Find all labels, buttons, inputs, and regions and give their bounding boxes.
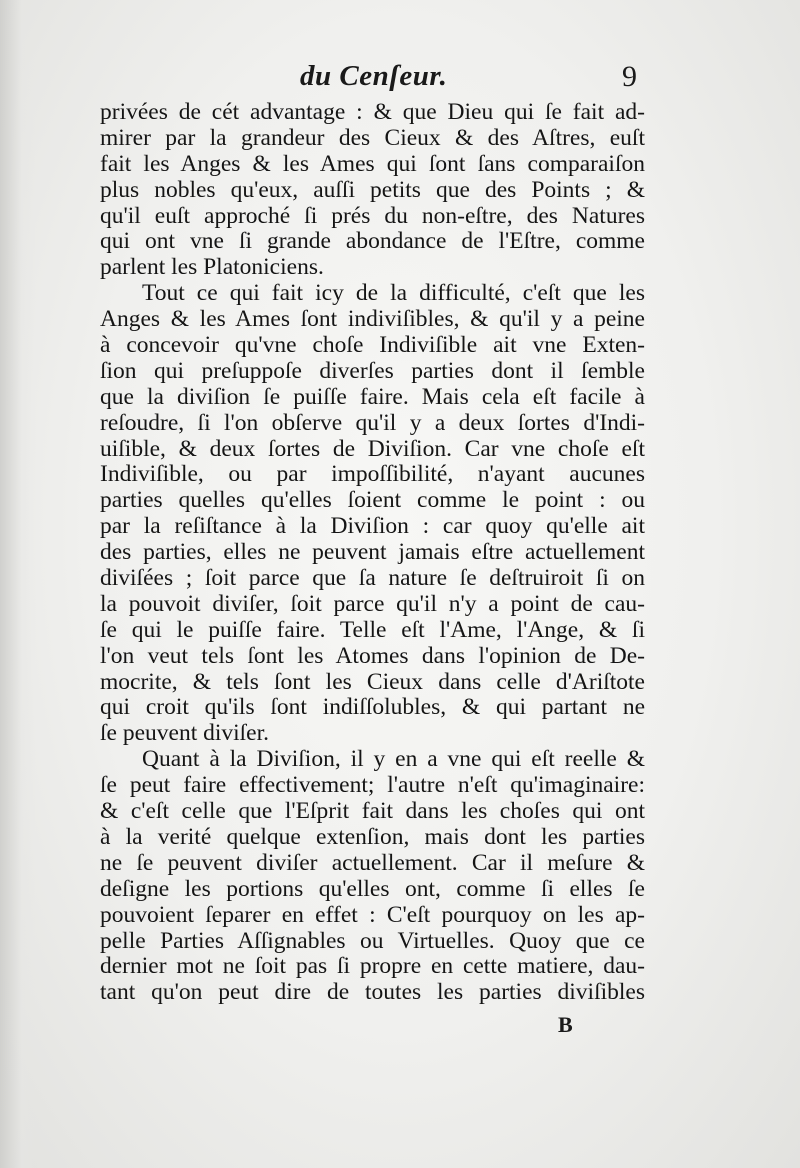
text-line: l'on veut tels ſont les Atomes dans l'opinion de De- — [100, 643, 645, 669]
text-line: & c'eſt celle que l'Eſprit fait dans les choſes qui ont — [100, 799, 645, 825]
text-line: des parties, elles ne peuvent jamais eſtre actuellement — [100, 540, 645, 566]
text-line: qui ont vne ſi grande abondance de l'Eſtre, comme — [100, 229, 645, 255]
text-line: parties quelles qu'elles ſoient comme le point : ou — [100, 488, 645, 514]
signature-mark: B — [558, 1012, 573, 1037]
paragraph-start: Tout ce qui fait icy de la difficulté, c'eſt que les — [142, 281, 645, 307]
text-line: parlent les Platoniciens. — [100, 255, 324, 281]
gutter-shadow — [0, 0, 36, 1168]
text-line: ſe qui le puiſſe faire. Telle eſt l'Ame, l'Ange, & ſi — [100, 617, 645, 643]
text-line: tant qu'on peut dire de toutes les parties diviſibles — [100, 980, 645, 1006]
running-title: du Cenſeur. — [300, 60, 448, 92]
text-line: ſe peuvent diviſer. — [100, 721, 270, 747]
body-text — [100, 100, 645, 1006]
text-line: diviſées ; ſoit parce que ſa nature ſe deſtruiroit ſi on — [100, 566, 645, 592]
text-line: pouvoient ſeparer en effet : C'eſt pourquoy on les ap- — [100, 902, 645, 928]
text-line: à la verité quelque extenſion, mais dont les parties — [100, 824, 645, 850]
text-line: mirer par la grandeur des Cieux & des Aſtres, euſt — [100, 125, 645, 151]
text-line: par la reſiſtance à la Diviſion : car quoy qu'elle ait — [100, 514, 645, 540]
text-line: mocrite, & tels ſont les Cieux dans celle d'Ariſtote — [100, 669, 645, 695]
text-line: pelle Parties Aſſignables ou Virtuelles. Quoy que ce — [100, 928, 645, 954]
text-line: à concevoir qu'vne choſe Indiviſible ait vne Exten- — [100, 333, 645, 359]
running-head — [100, 58, 640, 98]
text-line: ſion qui preſuppoſe diverſes parties dont il ſemble — [100, 358, 645, 384]
text-line: uiſible, & deux ſortes de Diviſion. Car vne choſe eſt — [100, 436, 645, 462]
text-line: dernier mot ne ſoit pas ſi propre en cette matiere, dau- — [100, 954, 645, 980]
paragraph-start: Quant à la Diviſion, il y en a vne qui eſt reelle & — [142, 747, 645, 773]
text-line: ne ſe peuvent diviſer actuellement. Car il meſure & — [100, 850, 645, 876]
text-line: reſoudre, ſi l'on obſerve qu'il y a deux ſortes d'Indi- — [100, 410, 645, 436]
text-line: la pouvoit diviſer, ſoit parce qu'il n'y a point de cau- — [100, 591, 645, 617]
text-line: qu'il euſt approché ſi prés du non-eſtre, des Natures — [100, 203, 645, 229]
text-line: fait les Anges & les Ames qui ſont ſans comparaiſon — [100, 151, 645, 177]
text-line: qui croit qu'ils ſont indiſſolubles, & qui partant ne — [100, 695, 645, 721]
text-line: Indiviſible, ou par impoſſibilité, n'ayant aucunes — [100, 462, 645, 488]
text-line: deſigne les portions qu'elles ont, comme ſi elles ſe — [100, 876, 645, 902]
text-line: ſe peut faire effectivement; l'autre n'eſt qu'imaginaire: — [100, 773, 645, 799]
text-line: Anges & les Ames ſont indiviſibles, & qu'il y a peine — [100, 307, 645, 333]
text-line: privées de cét advantage : & que Dieu qui ſe fait ad- — [100, 100, 645, 125]
text-line: plus nobles qu'eux, auſſi petits que des Points ; & — [100, 177, 645, 203]
page-number: 9 — [622, 60, 637, 93]
text-line: que la diviſion ſe puiſſe faire. Mais cela eſt facile à — [100, 384, 645, 410]
